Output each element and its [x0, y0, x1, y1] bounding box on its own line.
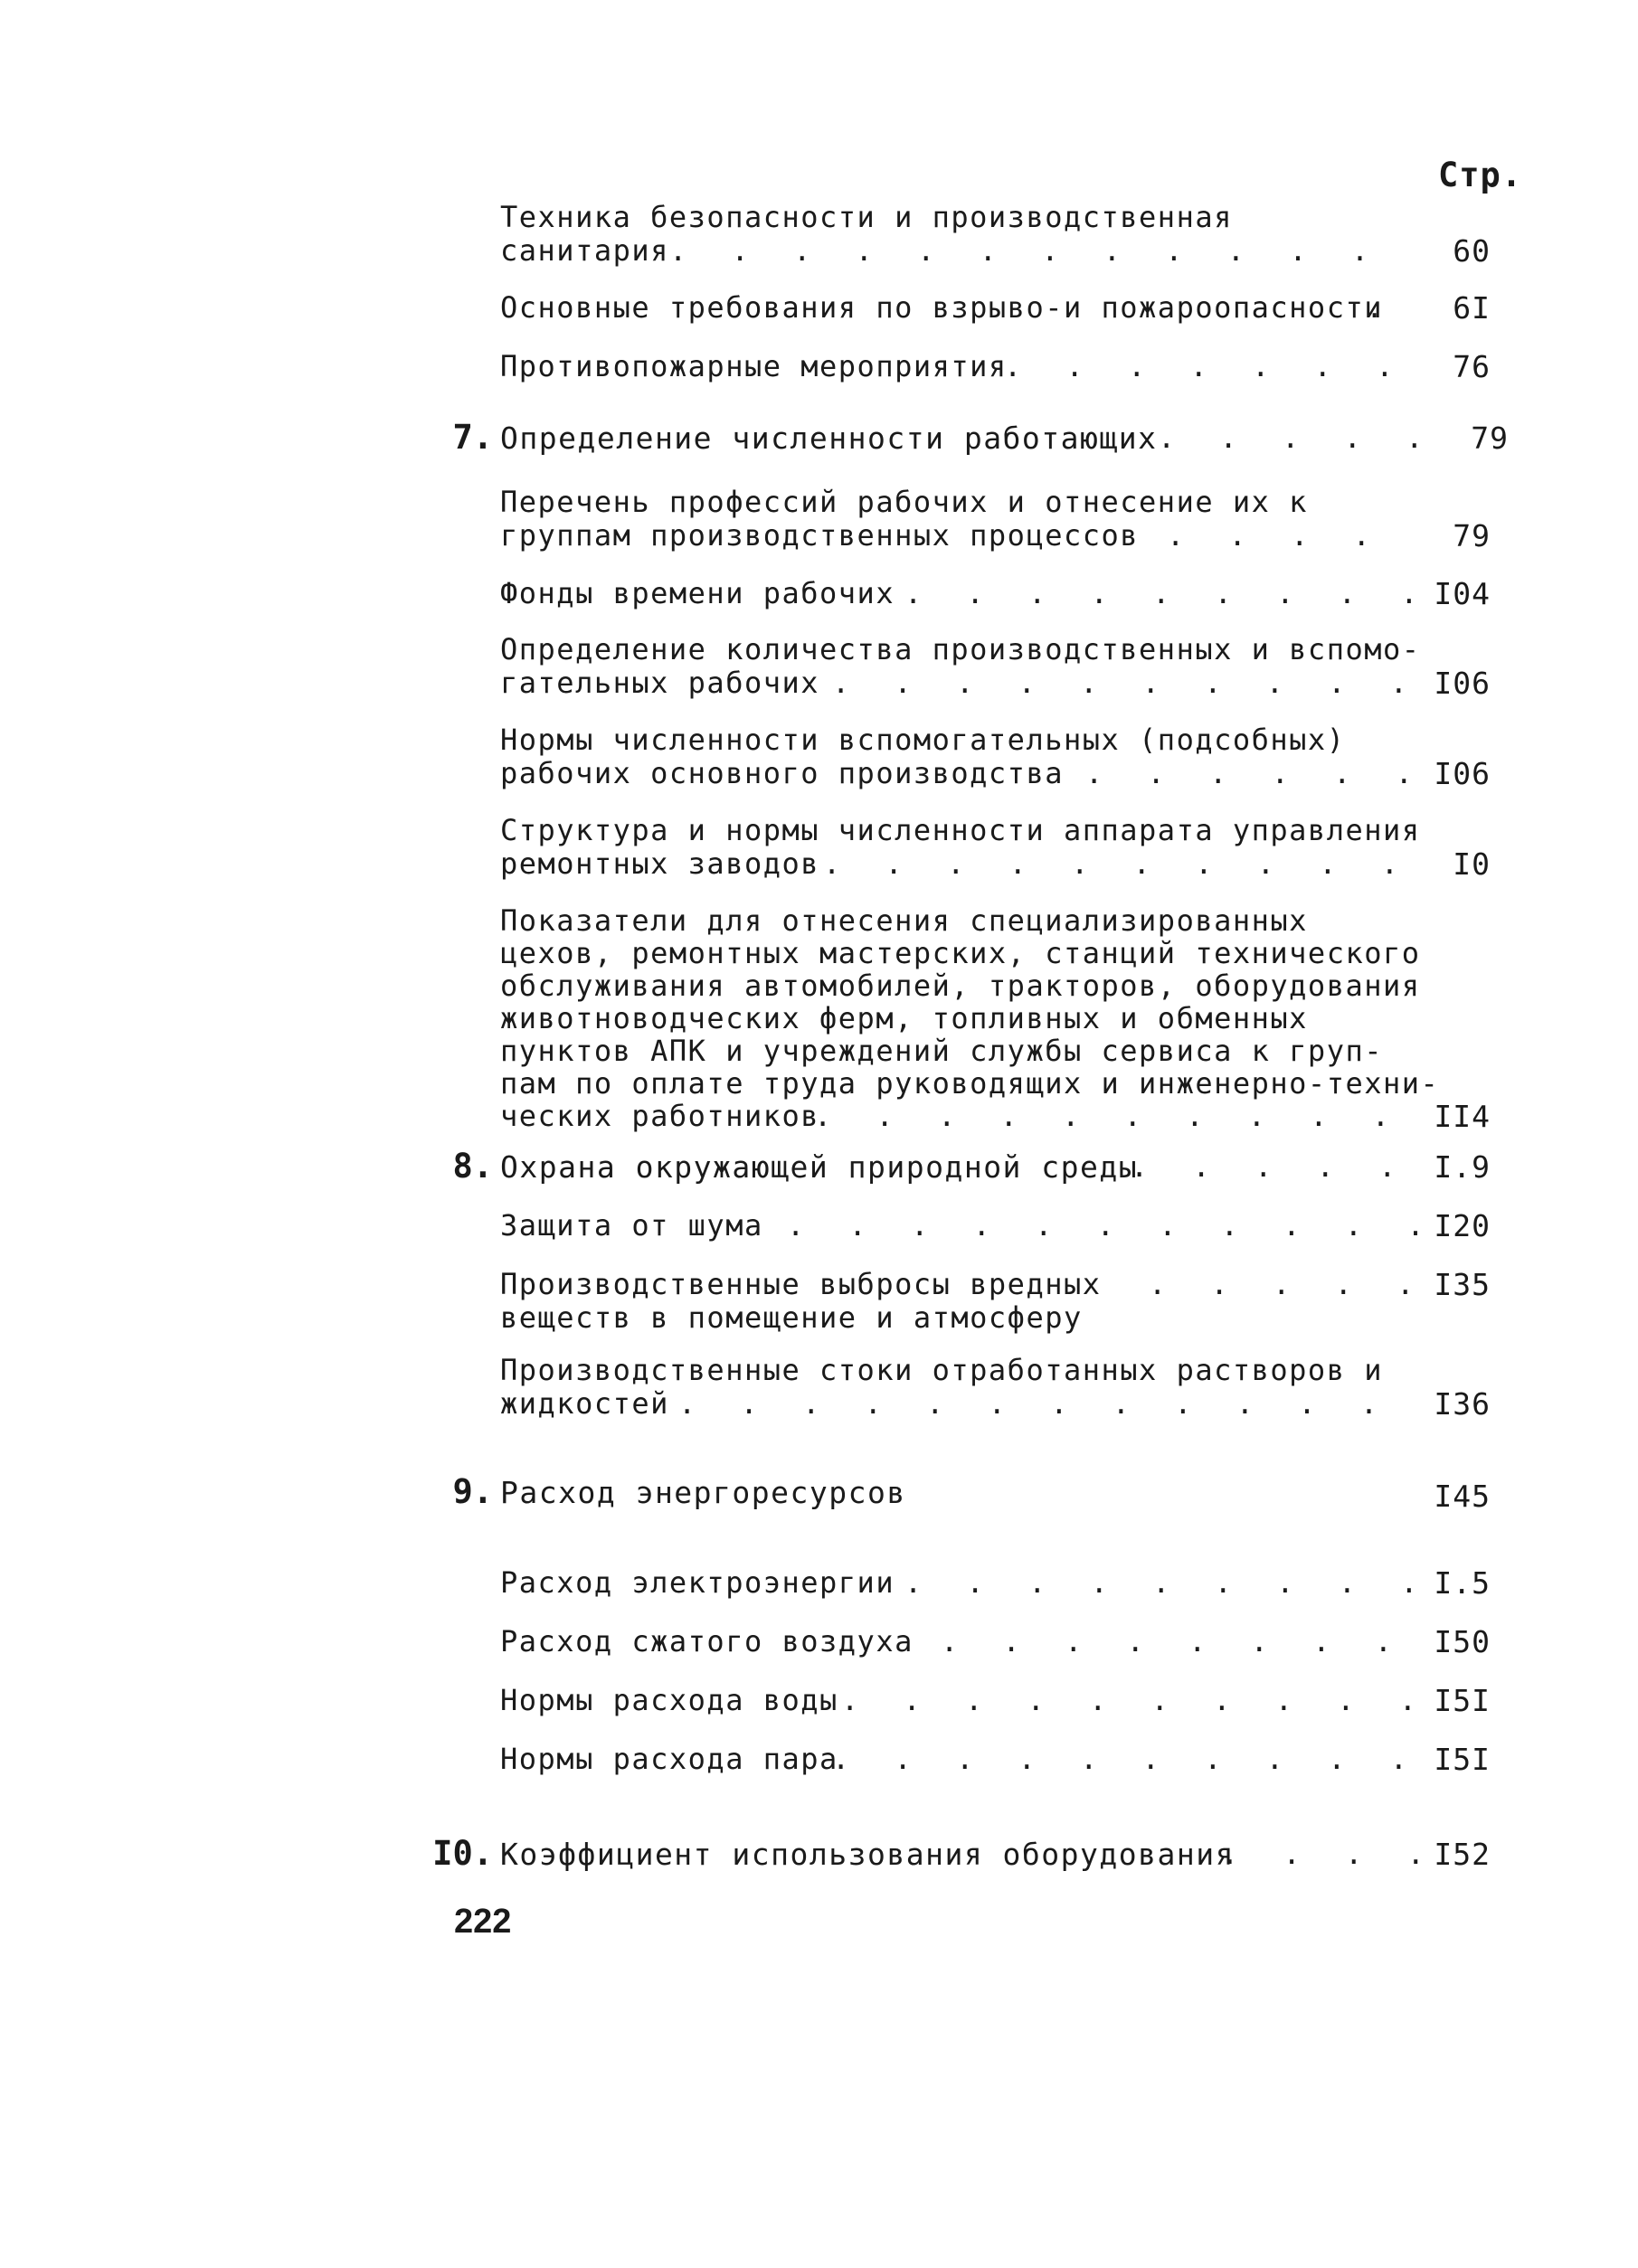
dot-leader: [1004, 350, 1420, 383]
toc-entry-page: 79: [1471, 421, 1509, 456]
toc-entry-page: I06: [1434, 756, 1491, 791]
toc-entry-title: Фонды времени рабочих: [500, 576, 895, 610]
toc-entry-title: Производственные стоки отработанных растворов и жидкостей: [500, 1353, 1383, 1421]
toc-entry-title: Определение количества производственных и вспомо- гательных рабочих: [500, 632, 1421, 700]
toc-entry-title: Производственные выбросы вредных веществ в помещение и атмосферу: [500, 1267, 1102, 1335]
dot-leader: [669, 234, 1420, 268]
toc-entry-title: Техника безопасности и производственная санитария: [500, 200, 1233, 268]
dot-leader: [1221, 1838, 1420, 1871]
dot-leader: [823, 847, 1420, 881]
section-number: 7.: [452, 418, 493, 457]
toc-section-title: Охрана окружающей природной среды: [500, 1149, 1139, 1185]
dot-leader: [1131, 1150, 1420, 1184]
dot-leader: [787, 1209, 1420, 1243]
toc-entry-page: II4: [1434, 1099, 1491, 1134]
toc-entry-page: 6I: [1453, 290, 1491, 326]
toc-entry-title: Расход сжатого воздуха: [500, 1624, 914, 1658]
toc-entry-page: 79: [1453, 518, 1491, 553]
toc-entry-title: Перечень профессий рабочих и отнесение их к группам производственных процессов: [500, 485, 1308, 553]
section-number: 9.: [452, 1472, 493, 1511]
toc-section-title: Расход энергоресурсов: [500, 1475, 906, 1510]
toc-entry-page: I.9: [1434, 1149, 1491, 1185]
page-number: 222: [454, 1903, 512, 1941]
dot-leader: [1167, 519, 1420, 553]
toc-entry-page: 60: [1453, 233, 1491, 269]
dot-leader: [904, 577, 1420, 610]
toc-entry-page: I50: [1434, 1624, 1491, 1659]
toc-entry-page: I36: [1434, 1386, 1491, 1422]
toc-entry-title: Противопожарные мероприятия: [500, 349, 1008, 383]
dot-leader: [832, 1743, 1420, 1776]
dot-leader: [841, 1684, 1420, 1717]
toc-entry-page: I35: [1434, 1267, 1491, 1302]
section-number: 8.: [452, 1147, 493, 1186]
dot-leader: [814, 1100, 1420, 1133]
toc-entry-page: I52: [1434, 1837, 1491, 1872]
toc-entry-page: I5I: [1434, 1683, 1491, 1718]
toc-entry-title: Защита от шума: [500, 1208, 763, 1243]
dot-leader: [1085, 757, 1420, 790]
toc-section-title: Определение численности работающих: [500, 421, 1158, 456]
toc-entry-page: I04: [1434, 576, 1491, 611]
toc-section-title: Коэффициент использования оборудования: [500, 1837, 1235, 1872]
dot-leader: [1158, 421, 1429, 455]
toc-entry-title: Нормы расхода пара: [500, 1742, 838, 1776]
toc-entry-page: I45: [1434, 1479, 1491, 1514]
toc-entry-title: Основные требования по взрыво-и пожароопасности: [500, 290, 1383, 325]
toc-entry-page: I5I: [1434, 1742, 1491, 1777]
toc-entry-title: Структура и нормы численности аппарата управления ремонтных заводов: [500, 813, 1421, 881]
toc-entry-title: Показатели для отнесения специализированных цехов, ремонтных мастерских, станций технического обслуживания автомобилей, тракторов, оборудования животноводческих ферм, топливных и обменных пунктов АПК и учреждений службы сервиса к груп- пам по оплате труда руководящих и инженерно-техни- ческих работников: [500, 903, 1440, 1133]
toc-entry-page: I.5: [1434, 1565, 1491, 1601]
toc-entry-title: Расход электроэнергии: [500, 1565, 895, 1600]
toc-entry-page: I06: [1434, 666, 1491, 701]
page-column-header: Стр.: [1438, 156, 1523, 194]
toc-entry-title: Нормы численности вспомогательных (подсобных) рабочих основного производства: [500, 723, 1346, 790]
dot-leader: [904, 1566, 1420, 1600]
toc-entry-page: I20: [1434, 1208, 1491, 1243]
dot-leader: [678, 1387, 1420, 1421]
dot-leader: [1149, 1268, 1420, 1301]
toc-entry-page: I0: [1453, 846, 1491, 882]
dot-leader: [1366, 291, 1420, 325]
dot-leader: [832, 666, 1420, 700]
dot-leader: [941, 1625, 1420, 1658]
toc-entry-page: 76: [1453, 349, 1491, 384]
section-number: I0.: [432, 1834, 493, 1873]
toc-entry-title: Нормы расхода воды: [500, 1683, 838, 1717]
